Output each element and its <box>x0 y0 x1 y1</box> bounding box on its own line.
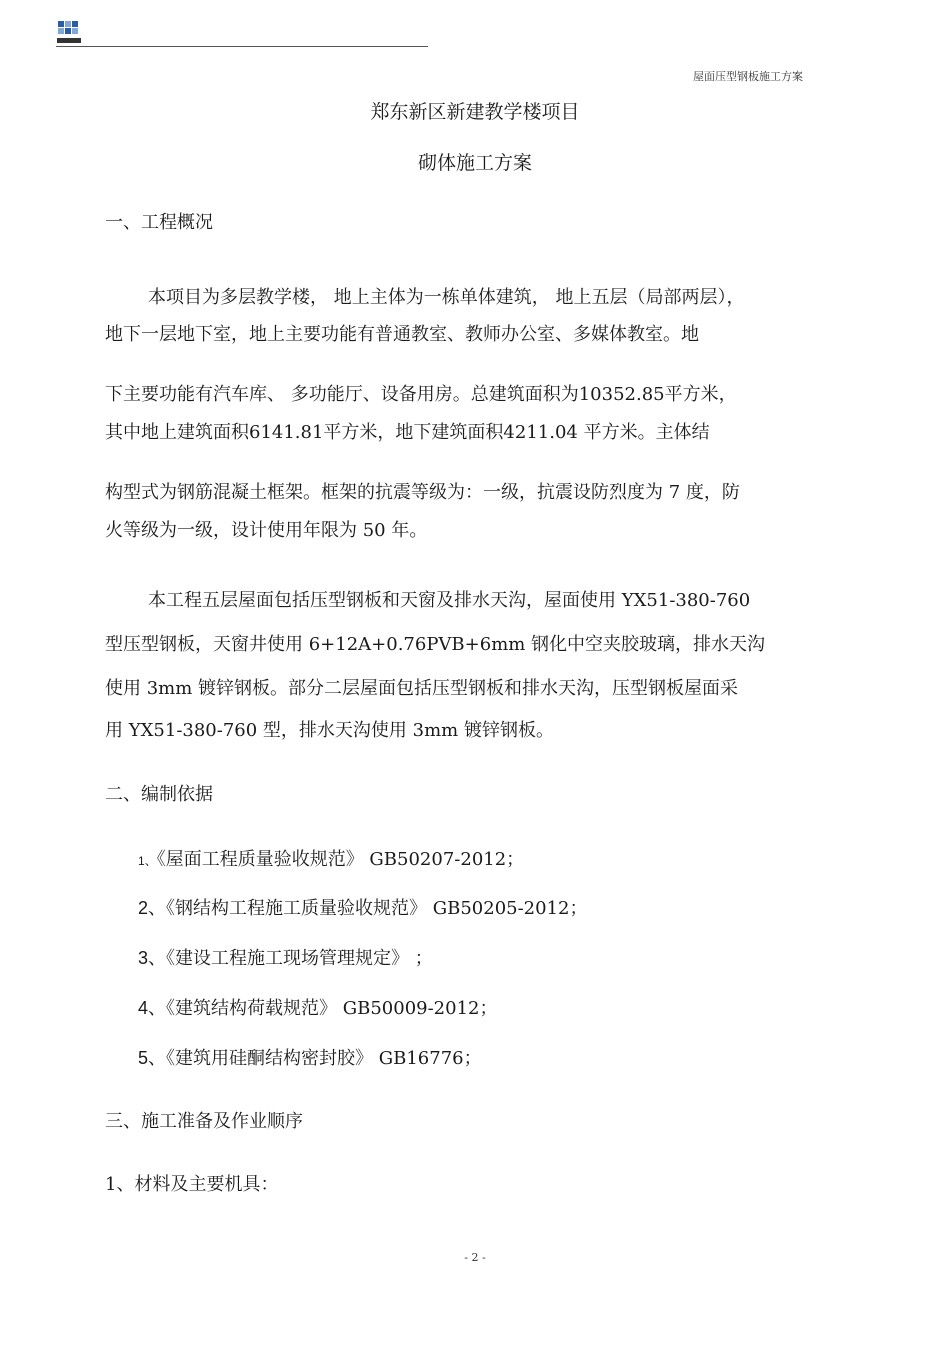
section3-heading: 三、施工准备及作业顺序 <box>105 1111 303 1132</box>
header-rule <box>56 46 428 47</box>
reference-number: 4 <box>138 998 149 1018</box>
reference-text: 《建设工程施工现场管理规定》 ； <box>166 948 433 969</box>
section2-heading: 二、编制依据 <box>105 784 213 805</box>
section1-heading: 一、工程概况 <box>105 212 213 233</box>
running-title: 屋面压型钢板施工方案 <box>693 70 803 83</box>
reference-separator: 、 <box>148 1048 167 1069</box>
reference-item <box>138 994 498 1020</box>
reference-text: 《建筑用硅酮结构密封胶》 GB16776； <box>166 1048 482 1069</box>
company-logo <box>56 18 82 46</box>
para1-line1: 本项目为多层教学楼， 地上主体为一栋单体建筑， 地上五层（局部两层）， <box>148 287 745 308</box>
reference-number: 2 <box>138 898 149 918</box>
reference-item <box>138 894 588 920</box>
para1-line5: 构型式为钢筋混凝土框架。框架的抗震等级为：一级，抗震设防烈度为 7 度，防 <box>105 482 740 503</box>
reference-text: 《建筑结构荷载规范》 GB50009-2012； <box>166 998 498 1019</box>
reference-number: 1 <box>138 854 145 868</box>
para2-line3: 使用 3mm 镀锌钢板。部分二层屋面包括压型钢板和排水天沟，压型钢板屋面采 <box>105 678 739 699</box>
project-title: 郑东新区新建教学楼项目 <box>370 101 580 123</box>
reference-item <box>138 1044 482 1070</box>
reference-separator: 、 <box>148 898 167 919</box>
reference-item <box>138 944 433 970</box>
reference-number: 3 <box>138 948 149 968</box>
reference-separator: 、 <box>148 948 167 969</box>
para1-line2: 地下一层地下室，地上主要功能有普通教室、教师办公室、多媒体教室。地 <box>105 324 699 345</box>
reference-separator: 、 <box>144 854 157 868</box>
document-title: 砌体施工方案 <box>417 152 532 174</box>
reference-number: 5 <box>138 1048 149 1068</box>
reference-separator: 、 <box>148 998 167 1019</box>
para1-line4: 其中地上建筑面积6141.81平方米，地下建筑面积4211.04 平方米。主体结 <box>105 422 710 443</box>
para2-line1: 本工程五层屋面包括压型钢板和天窗及排水天沟，屋面使用 YX51-380-760 <box>148 590 751 611</box>
reference-item <box>138 845 524 871</box>
section3-subheading: 1、材料及主要机具： <box>105 1174 279 1195</box>
para1-line6: 火等级为一级，设计使用年限为 50 年。 <box>105 520 428 541</box>
para2-line2: 型压型钢板，天窗井使用 6+12A+0.76PVB+6mm 钢化中空夹胶玻璃，排水天沟 <box>105 634 766 655</box>
reference-text: 《屋面工程质量验收规范》 GB50207-2012； <box>156 849 525 870</box>
page-number: - 2 - <box>464 1251 486 1264</box>
para2-line4: 用 YX51-380-760 型，排水天沟使用 3mm 镀锌钢板。 <box>105 720 554 741</box>
reference-text: 《钢结构工程施工质量验收规范》 GB50205-2012； <box>166 898 588 919</box>
para1-line3: 下主要功能有汽车库、 多功能厅、设备用房。总建筑面积为10352.85平方米， <box>105 384 737 405</box>
